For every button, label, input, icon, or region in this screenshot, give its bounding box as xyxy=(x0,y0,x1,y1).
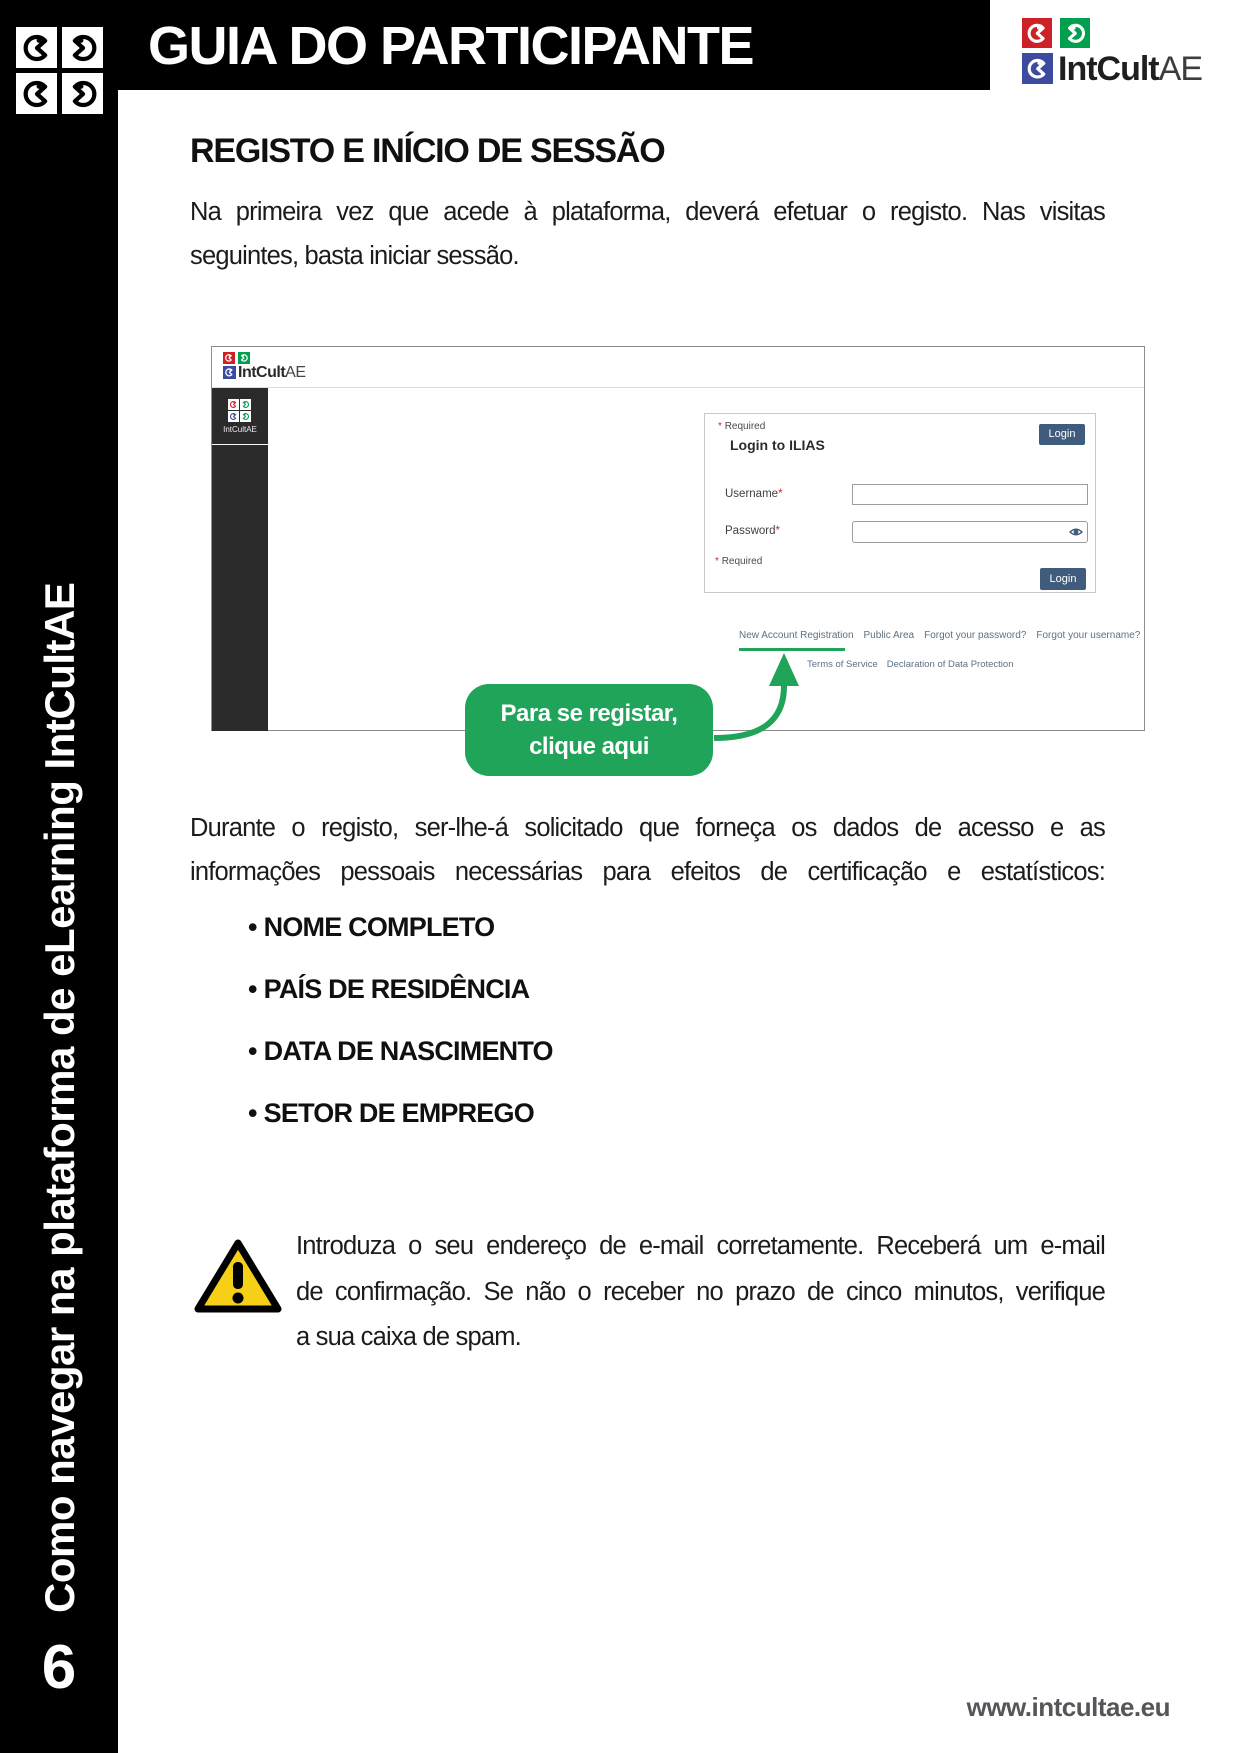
required-data-list xyxy=(248,912,553,1160)
login-button-top[interactable]: Login xyxy=(1039,424,1085,445)
bullet-icon: • xyxy=(248,1098,257,1128)
ilias-sidebar-label: IntCultAE xyxy=(223,425,257,434)
ilias-login-screenshot xyxy=(211,346,1145,731)
logo-red-square-icon xyxy=(1022,18,1052,48)
registration-paragraph xyxy=(190,806,1105,894)
required-asterisk: * xyxy=(718,421,722,432)
password-text: Password xyxy=(725,525,776,537)
paragraph-line: informações pessoais necessárias para efeitos de certificação e estatísticos: xyxy=(190,858,1105,886)
forgot-password-link[interactable]: Forgot your password? xyxy=(924,630,1027,641)
callout-line: Para se registar, xyxy=(500,700,678,727)
list-item-label: NOME COMPLETO xyxy=(263,912,495,942)
list-item xyxy=(248,974,553,1036)
list-item-label: SETOR DE EMPREGO xyxy=(263,1098,534,1128)
required-note-bottom xyxy=(715,556,762,567)
paragraph-line: Na primeira vez que acede à plataforma, deverá efetuar o registo. Nas visitas xyxy=(190,198,1105,226)
website-url[interactable]: www.intcultae.eu xyxy=(966,1692,1170,1722)
paragraph-line: Durante o registo, ser-lhe-á solicitado que forneça os dados de acesso e as xyxy=(190,814,1105,842)
ilias-brand-wordmark xyxy=(238,365,306,381)
pacman-mirrored-icon xyxy=(62,27,103,68)
required-word: Required xyxy=(721,556,763,567)
username-label xyxy=(725,488,783,500)
logo-blue-square-icon xyxy=(223,366,236,379)
brand-wordmark xyxy=(1058,50,1202,88)
page-title: GUIA DO PARTICIPANTE xyxy=(148,16,754,76)
page-number: 6 xyxy=(41,1633,77,1702)
register-callout xyxy=(465,684,713,776)
data-protection-link[interactable]: Declaration of Data Protection xyxy=(886,659,1014,670)
pacman-icon xyxy=(16,27,57,68)
bullet-icon: • xyxy=(248,912,257,942)
forgot-username-link[interactable]: Forgot your username? xyxy=(1036,630,1141,641)
intcultae-brand-logo xyxy=(1022,18,1222,86)
required-word: Required xyxy=(724,421,766,432)
logo-green-square-icon xyxy=(1060,18,1090,48)
list-item xyxy=(248,912,553,974)
logo-green-square-icon xyxy=(238,352,250,364)
sidebar-vertical-title: Como navegar na plataforma de eLearning IntCultAE xyxy=(36,582,83,1613)
list-item xyxy=(248,1036,553,1098)
paragraph-line: Introduza o seu endereço de e-mail corretamente. Receberá um e-mail xyxy=(296,1232,1105,1260)
login-form-title: Login to ILIAS xyxy=(730,437,825,453)
ilias-sidebar-logo-icon[interactable] xyxy=(228,399,251,422)
brand-bold: IntCult xyxy=(238,364,286,381)
paragraph-line: seguintes, basta iniciar sessão. xyxy=(190,242,519,270)
public-area-link[interactable]: Public Area xyxy=(863,630,915,641)
logo-blue-square-icon xyxy=(1022,53,1053,84)
terms-of-service-link[interactable]: Terms of Service xyxy=(807,659,878,670)
register-arrow-icon xyxy=(696,640,816,750)
section-heading: REGISTO E INÍCIO DE SESSÃO xyxy=(190,132,665,170)
paragraph-line: a sua caixa de spam. xyxy=(296,1323,521,1351)
brand-bold: IntCult xyxy=(1058,50,1159,88)
bullet-icon: • xyxy=(248,974,257,1004)
terms-row xyxy=(807,659,1022,670)
ilias-sidebar xyxy=(212,388,268,731)
password-input[interactable] xyxy=(852,521,1088,543)
required-asterisk: * xyxy=(775,525,780,537)
logo-red-square-icon xyxy=(223,352,235,364)
username-input[interactable] xyxy=(852,484,1088,505)
ilias-header xyxy=(212,347,1144,388)
sidebar-divider xyxy=(212,444,268,445)
list-item-label: PAÍS DE RESIDÊNCIA xyxy=(263,974,530,1004)
username-text: Username xyxy=(725,488,779,500)
list-item-label: DATA DE NASCIMENTO xyxy=(263,1036,553,1066)
eye-icon[interactable] xyxy=(1069,526,1083,538)
login-button-bottom[interactable]: Login xyxy=(1040,568,1086,590)
paragraph-line: de confirmação. Se não o receber no prazo de cinco minutos, verifique xyxy=(296,1277,1105,1306)
password-label xyxy=(725,525,780,537)
warning-icon xyxy=(192,1236,284,1316)
bullet-icon: • xyxy=(248,1036,257,1066)
new-account-registration-link[interactable]: New Account Registration xyxy=(739,630,854,641)
pacman-icon xyxy=(16,73,57,114)
brand-light: AE xyxy=(285,364,306,381)
intro-paragraph xyxy=(190,190,1105,278)
list-item xyxy=(248,1098,553,1160)
login-panel xyxy=(704,413,1096,593)
required-note-top xyxy=(718,421,765,432)
required-asterisk: * xyxy=(715,556,719,567)
intcultae-tiles-logo xyxy=(16,27,103,114)
brand-light: AE xyxy=(1158,50,1202,88)
callout-line: clique aqui xyxy=(529,733,649,760)
required-asterisk: * xyxy=(778,488,783,500)
warning-text xyxy=(296,1224,1105,1361)
pacman-mirrored-icon xyxy=(62,73,103,114)
